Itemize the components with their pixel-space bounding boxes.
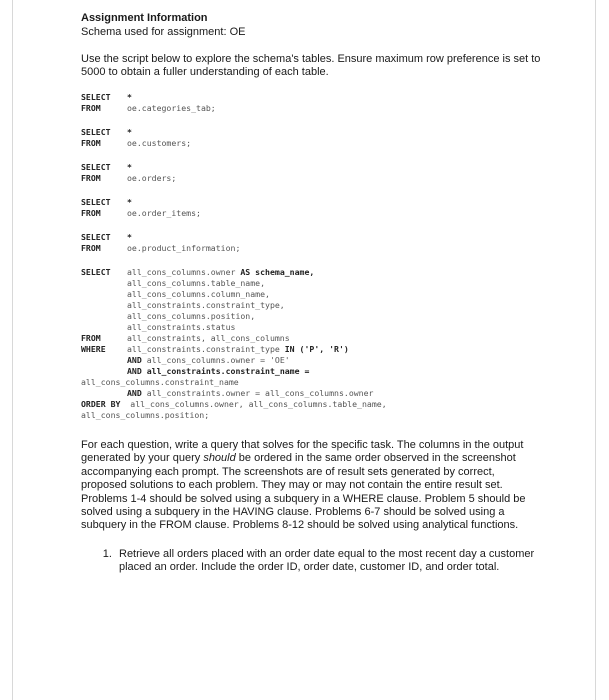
task-list: [81, 548, 541, 575]
document-page: [12, 0, 596, 700]
task-item: 1. Retrieve all orders placed with an order date equal to the most recent day a customer placed an order. Include the order ID, order date, customer ID, and order total.: [115, 548, 541, 575]
star: *: [127, 197, 132, 207]
from-keyword: FROM: [81, 138, 101, 148]
where-keyword: WHERE: [81, 344, 106, 354]
from-keyword: FROM: [81, 333, 101, 343]
table-name: oe.orders;: [127, 173, 177, 183]
select-col: all_cons_columns.owner: [127, 267, 241, 277]
select-keyword: SELECT: [81, 232, 111, 242]
table-name: oe.order_items;: [127, 208, 201, 218]
from-keyword: FROM: [81, 243, 101, 253]
star: *: [127, 127, 132, 137]
table-name: oe.categories_tab;: [127, 103, 216, 113]
select-keyword: SELECT: [81, 127, 111, 137]
sql-script: [81, 92, 541, 421]
select-keyword: SELECT: [81, 197, 111, 207]
as-keyword: AS: [240, 267, 251, 277]
document-content: [81, 12, 541, 575]
and-condition: all_cons_columns.owner = 'OE': [141, 355, 290, 365]
alias: schema_name,: [255, 267, 315, 277]
select-col: all_cons_columns.column_name,: [127, 289, 270, 299]
select-col: all_cons_columns.position,: [127, 311, 256, 321]
instructions-text: be ordered in the same order observed in the screenshot accompanying each prompt. The screenshots are of result sets generated by correct, proposed solutions to each problem. They may or may not contain the entire result set. Problems 1-4 should be solved using a subquery in a WHERE clause. Problem 5 should be solved using a subquery in the HAVING clause. Problems 6-7 should be solved using a subquery in the FROM clause. Problems 8-12 should be solved using analytical functions.: [81, 452, 526, 532]
select-col: all_constraints.constraint_type,: [127, 300, 285, 310]
table-name: oe.customers;: [127, 138, 192, 148]
and-keyword: AND: [127, 388, 142, 398]
select-keyword: SELECT: [81, 162, 111, 172]
in-keyword: IN: [284, 344, 295, 354]
in-values: ('P', 'R'): [294, 344, 349, 354]
order-columns-cont: all_cons_columns.position;: [81, 410, 210, 420]
and-keyword: AND: [127, 355, 142, 365]
instructions-text: For each question, write a query that solves for the specific task. The columns in the output generated by your query: [81, 439, 524, 465]
select-keyword: SELECT: [81, 267, 111, 277]
page-title: Assignment Information: [81, 12, 208, 24]
and-keyword: AND: [127, 366, 142, 376]
from-keyword: FROM: [81, 208, 101, 218]
query-categories: [81, 92, 541, 114]
star: *: [127, 232, 132, 242]
and-condition-cont: all_cons_columns.constraint_name: [81, 377, 239, 387]
query-orders: [81, 162, 541, 184]
star: *: [127, 92, 132, 102]
query-constraints: [81, 267, 541, 421]
from-keyword: FROM: [81, 103, 101, 113]
instructions-paragraph: [81, 439, 541, 533]
select-col: all_cons_columns.table_name,: [127, 278, 266, 288]
instructions-emphasis: should: [203, 452, 236, 465]
query-order-items: [81, 197, 541, 219]
and-condition: all_constraints.constraint_name =: [141, 366, 310, 376]
from-tables: all_constraints, all_cons_columns: [127, 333, 290, 343]
select-col: all_constraints.status: [127, 322, 236, 332]
from-keyword: FROM: [81, 173, 101, 183]
and-condition: all_constraints.owner = all_cons_columns.owner: [141, 388, 374, 398]
order-by-keyword: ORDER BY: [81, 399, 121, 409]
select-keyword: SELECT: [81, 92, 111, 102]
schema-subtitle: Schema used for assignment: OE: [81, 26, 246, 38]
intro-paragraph: Use the script below to explore the schema's tables. Ensure maximum row preference is set to 5000 to obtain a fuller understanding of each table.: [81, 53, 541, 78]
query-customers: [81, 127, 541, 149]
where-condition: all_constraints.constraint_type: [127, 344, 285, 354]
star: *: [127, 162, 132, 172]
order-columns: all_cons_columns.owner, all_cons_columns.table_name,: [120, 399, 387, 409]
table-name: oe.product_information;: [127, 243, 241, 253]
query-product-information: [81, 232, 541, 254]
